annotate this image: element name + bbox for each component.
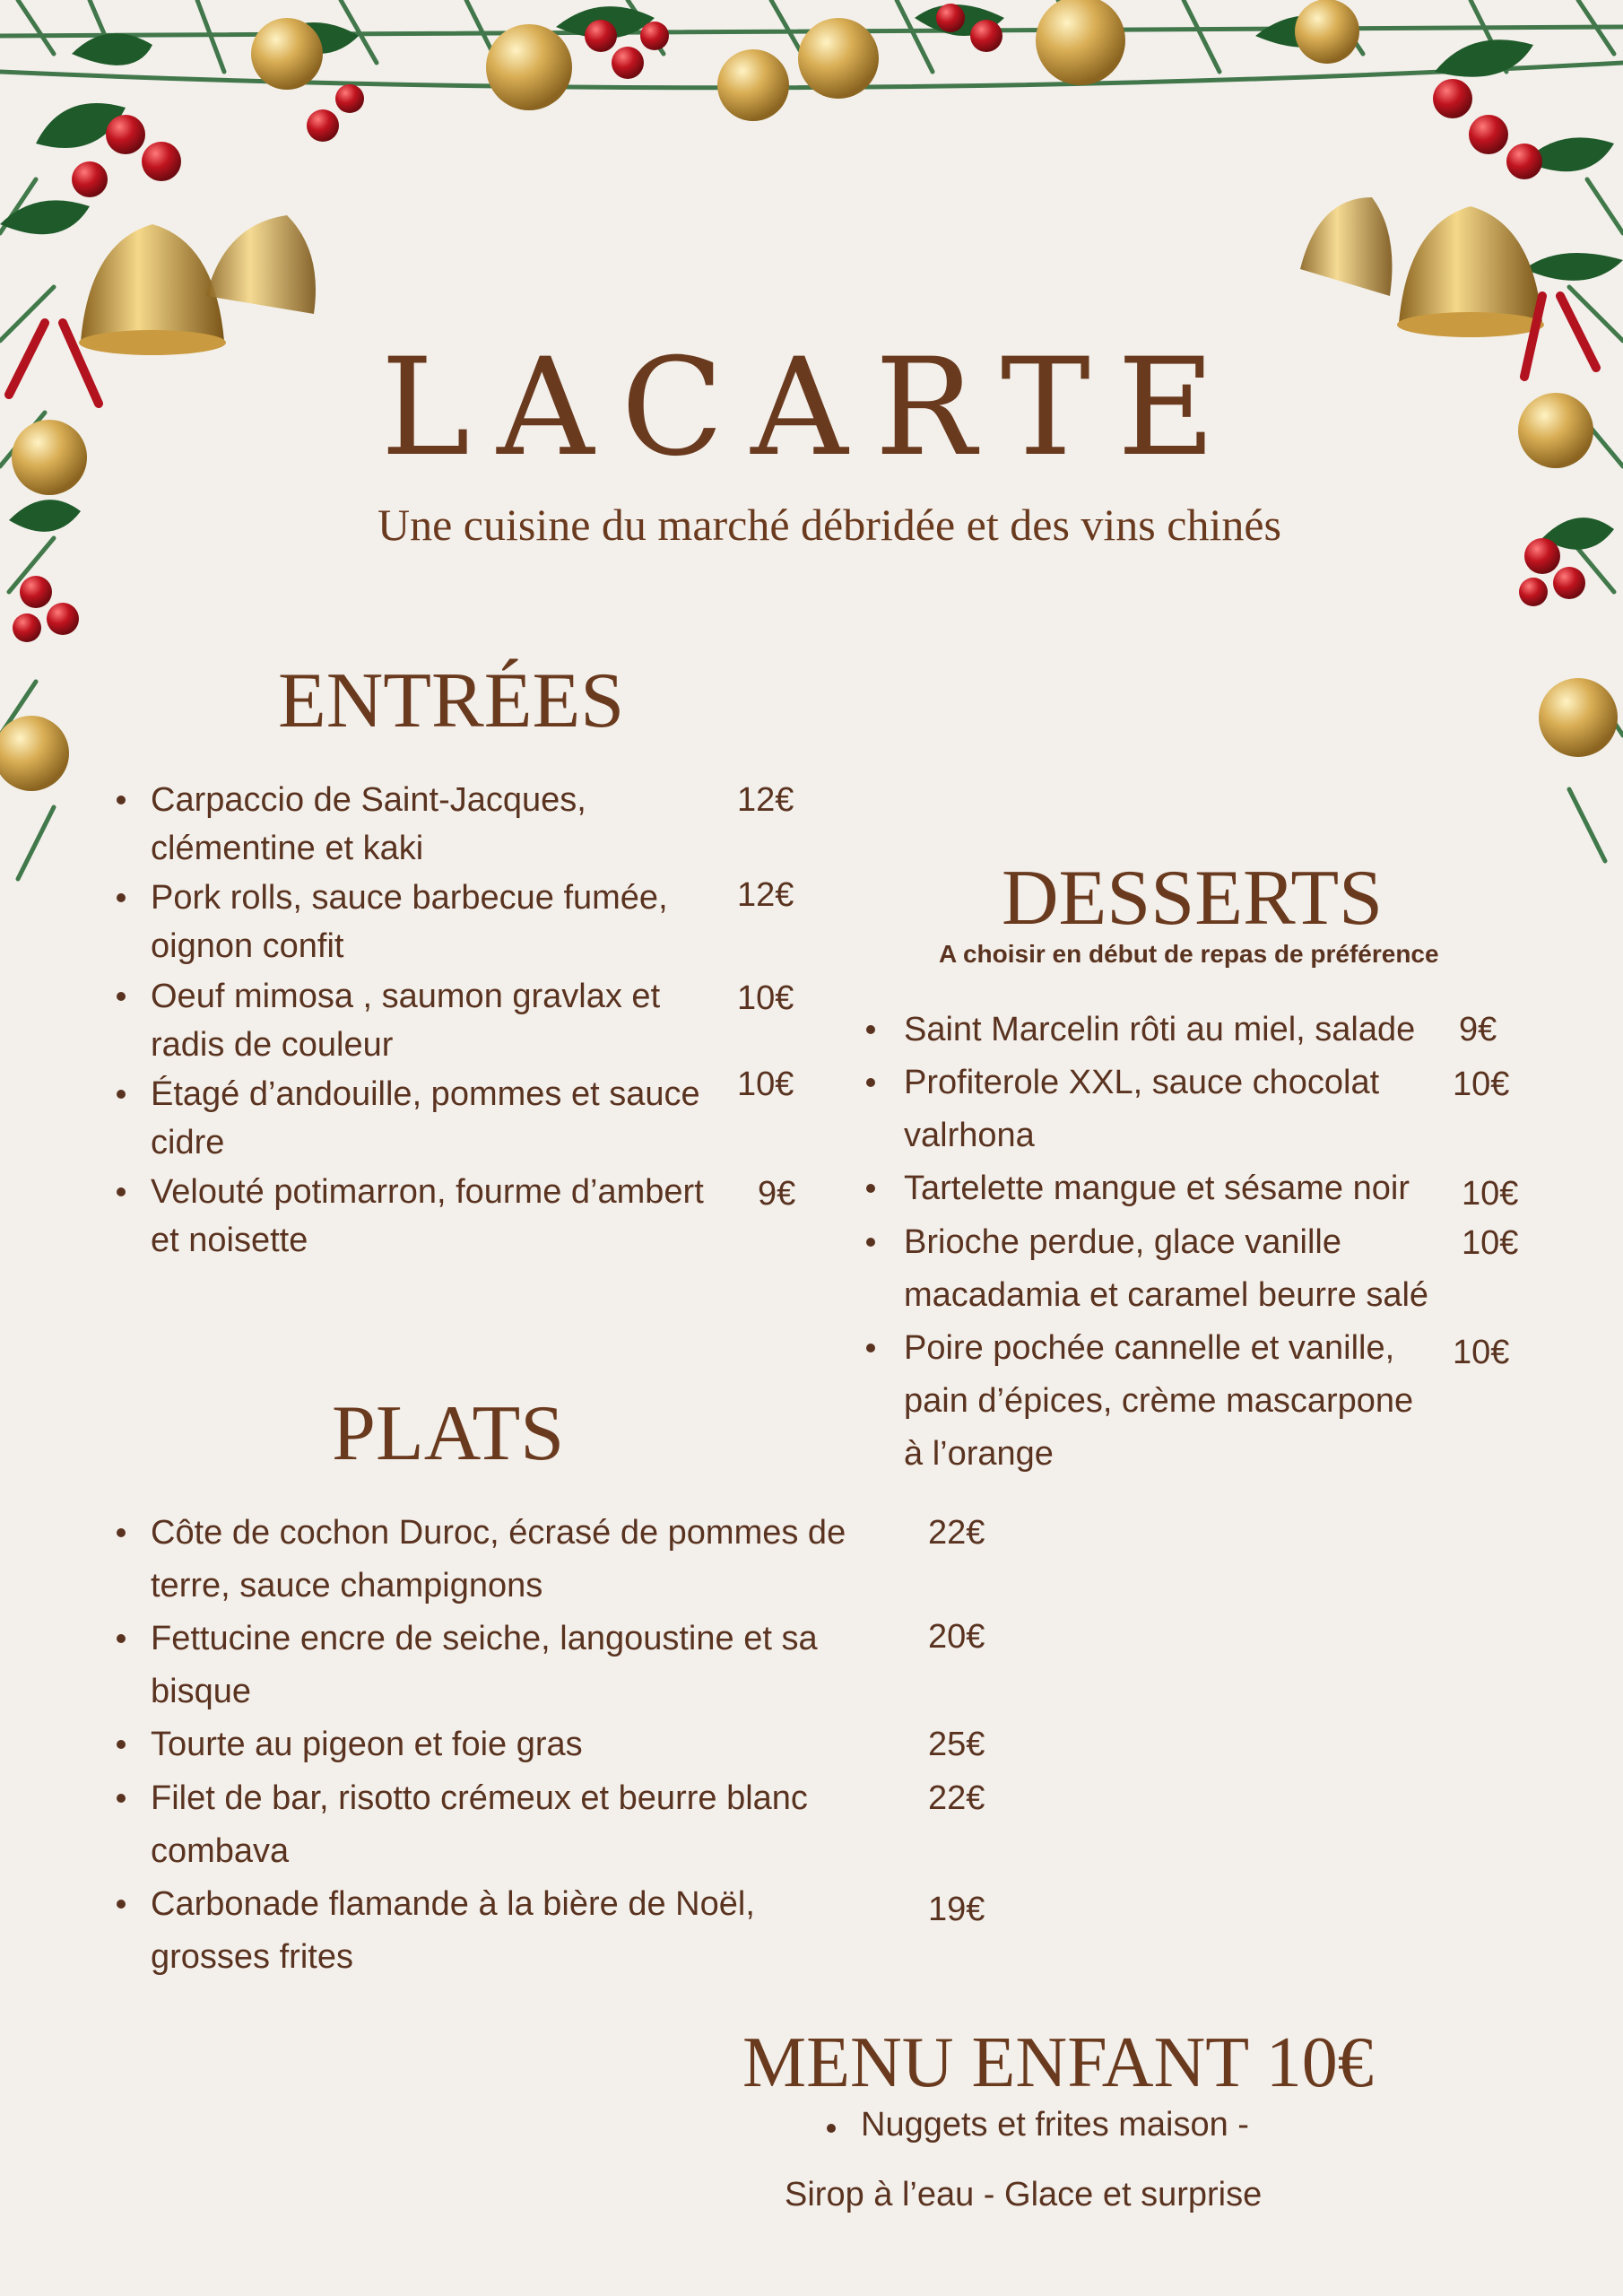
list-bullet <box>827 2124 836 2133</box>
item-price: 25€ <box>928 1726 985 1763</box>
list-item-line: Carpaccio de Saint-Jacques, <box>151 781 586 819</box>
item-price: 10€ <box>1462 1175 1519 1213</box>
item-price: 10€ <box>737 979 794 1017</box>
list-bullet <box>866 1344 875 1352</box>
list-bullet <box>117 1794 126 1803</box>
list-item-line: Étagé d’andouille, pommes et sauce <box>151 1075 700 1113</box>
menu-enfant-line-2: Sirop à l’eau - Glace et surprise <box>785 2176 1263 2213</box>
list-item-line: Brioche perdue, glace vanille <box>904 1223 1341 1261</box>
list-bullet <box>117 1187 126 1196</box>
item-price: 10€ <box>1453 1065 1510 1103</box>
list-item-line: pain d’épices, crème mascarpone <box>904 1382 1414 1420</box>
desserts-note: A choisir en début de repas de préférence <box>939 940 1439 968</box>
entrees-heading: ENTRÉES <box>278 657 625 744</box>
list-item-line: Tourte au pigeon et foie gras <box>151 1726 583 1763</box>
list-item-line: radis de couleur <box>151 1026 394 1064</box>
list-item-line: Oeuf mimosa , saumon gravlax et <box>151 978 661 1015</box>
list-bullet <box>866 1078 875 1087</box>
list-item-line: Velouté potimarron, fourme d’ambert <box>151 1173 704 1211</box>
list-bullet <box>866 1025 875 1034</box>
list-item-line: à l’orange <box>904 1435 1054 1473</box>
list-item-line: Fettucine encre de seiche, langoustine et sa <box>151 1620 818 1657</box>
item-price: 9€ <box>758 1175 796 1213</box>
item-price: 12€ <box>737 876 794 914</box>
menu-enfant-line-1: Nuggets et frites maison - <box>861 2106 1249 2144</box>
item-price: 20€ <box>928 1618 985 1656</box>
list-item-line: Filet de bar, risotto crémeux et beurre blanc <box>151 1779 808 1817</box>
list-bullet <box>866 1238 875 1247</box>
item-price: 10€ <box>737 1065 794 1103</box>
item-price: 10€ <box>1462 1224 1519 1262</box>
list-item-line: bisque <box>151 1673 251 1710</box>
list-item-line: Côte de cochon Duroc, écrasé de pommes de <box>151 1514 846 1552</box>
list-bullet <box>117 893 126 902</box>
list-item-line: macadamia et caramel beurre salé <box>904 1276 1429 1314</box>
list-item-line: cidre <box>151 1124 225 1161</box>
list-item-line: valrhona <box>904 1117 1035 1154</box>
list-item-line: Tartelette mangue et sésame noir <box>904 1170 1410 1207</box>
list-item-line: Carbonade flamande à la bière de Noël, <box>151 1885 755 1923</box>
list-bullet <box>117 1090 126 1099</box>
list-item-line: terre, sauce champignons <box>151 1567 543 1605</box>
item-price: 22€ <box>928 1779 985 1817</box>
list-bullet <box>117 1900 126 1909</box>
list-bullet <box>117 796 126 804</box>
list-bullet <box>117 1634 126 1643</box>
list-bullet <box>117 1740 126 1749</box>
list-bullet <box>866 1184 875 1193</box>
menu-subtitle: Une cuisine du marché débridée et des vins chinés <box>378 500 1281 550</box>
item-price: 22€ <box>928 1514 985 1552</box>
desserts-heading: DESSERTS <box>1002 855 1384 942</box>
list-item-line: combava <box>151 1832 290 1870</box>
list-item-line: et noisette <box>151 1222 308 1259</box>
item-price: 12€ <box>737 781 794 819</box>
item-price: 10€ <box>1453 1334 1510 1371</box>
list-bullet <box>117 992 126 1001</box>
item-price: 19€ <box>928 1891 985 1928</box>
menu-title: LACARTE <box>380 330 1243 486</box>
plats-heading: PLATS <box>332 1390 565 1477</box>
list-item-line: clémentine et kaki <box>151 830 424 867</box>
list-item-line: Pork rolls, sauce barbecue fumée, <box>151 879 668 917</box>
list-item-line: Profiterole XXL, sauce chocolat <box>904 1064 1380 1101</box>
item-price: 9€ <box>1459 1011 1497 1048</box>
list-item-line: oignon confit <box>151 927 344 965</box>
menu-enfant-heading: MENU ENFANT 10€ <box>742 2023 1374 2102</box>
list-bullet <box>117 1528 126 1537</box>
list-item-line: grosses frites <box>151 1938 353 1976</box>
list-item-line: Poire pochée cannelle et vanille, <box>904 1329 1395 1367</box>
list-item-line: Saint Marcelin rôti au miel, salade <box>904 1011 1416 1048</box>
